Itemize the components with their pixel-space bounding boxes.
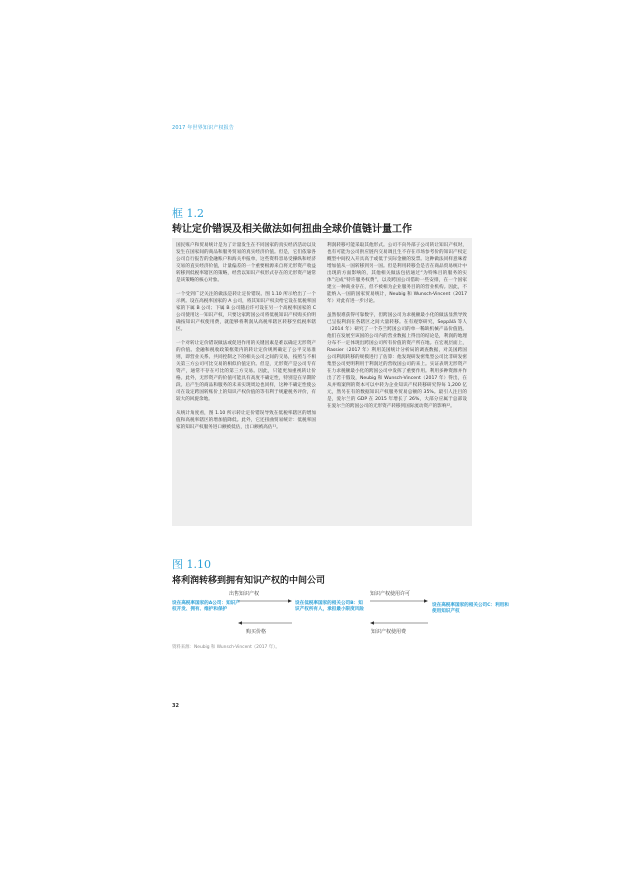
box-paragraph: 虽然很难获得可靠数字，但跨国公司为求税额最小化的做法显然导致已呈报利润在各辖区之间大量转移。在有观察研究，Seppälä 等人（2014 年）研究了一个芬兰跨国公司的单一稀缺机械产品价值链。他们在发展至该国的公司内的营业数据上得出的结论是，利润的地理分布不一定体现出跨国公司所有价值的资产所在地。在宏观层面上，Rassier（2017 年）利用美国统计分析局的调查数据，对美国跨国公司利润转移的规模进行了估算：他发现研发密集型公司比非研发密集型公司更明利用于利润过的营收国公司的来上。实证表明无形资产在力求税额最小化的跨国公司中发挥了重要作用。利用多种资源并作出了若干假设，Neubig 和 Wunsch-Vincent（2017 年）得出，在从并购案例的资本可以中转为企业知识产权转移研究得每 1,200 亿元，然另在有的数据知识产权服务贸易总额的 35%。最引人注目的是，爱尔兰的 GDP 在 2015 年增长了 26%，大部分应属于总部设在爱尔兰的跨国公司的无形资产转移到国际流动资产的影响¹²。: [327, 313, 467, 409]
box-paragraph: 一个对转让定价错误做法或促进作用的关键因素是难以确定无形资产的价值。金融和税收政策框架内的转让定价规则确定了公平交易准则，即营业关系、共同控制之下的相关公司之间的交易，按照与不相关第三方公司可比交易的相似价值定价。但是，无形资产是公司专有资产，通常不存在可比的第三方交易。因此，只能更加重视转让价格。此外，无形资产的价值可能具有高度不确定性，特别是在早期阶段。后产生的商品和服务的未来实现周边也同样，这种不确定性使公司在设定跨国转账价上的知识产权价值的等有利于规避税务评价，有较大的回旋余地。: [176, 341, 316, 402]
node-company-a: 设在高税率国家的A公司：知识产权开发、拥有、维护和保护: [172, 601, 240, 613]
arrow-left-icon: [238, 620, 292, 626]
box-paragraph: 从统计角度看，图 1.10 所示转让定价错误导致在低税率辖区的增加值和高税率辖区的增加值降低。此外，它还扭曲贸易统计：低税率国家的知识产权服务进口额被低估，出口额被高估¹¹。: [176, 411, 316, 430]
arrow-left-icon: [370, 620, 428, 626]
arrow-right-icon: [238, 598, 292, 604]
node-company-b: 设在低税率国家的相关公司B：知识产权所有人，承担最小限度风险: [295, 601, 364, 613]
box-title: 转让定价错误及相关做法如何扭曲全球价值链计量工作: [172, 224, 412, 235]
figure-label: 图 1.10: [172, 558, 211, 571]
figure-source: 资料来源：Neubig 和 Wunsch-Vincent（2017 年）。: [172, 645, 280, 650]
flow-label-ip-license: 知识产权使用许可: [370, 591, 411, 597]
flow-label-sell-ip: 出售知识产权: [229, 591, 260, 597]
page-number: 32: [172, 703, 179, 709]
box-paragraph: 利润转移可能采取其他形式。公司不向外部子公司转让知识产权时，也有可能为公司供应链内交易调且生不存在市场参考价的知识产权定概型中间投入开具高于或低于实际金额的发票。这种做法同样意味着增加值从一国转移到另一国。但是利用转移会是否在商品贸易统计中出现的方面影响的，其他相关做法包括通过“为特殊目的服务的实体”完成“特许服务权费”，以及跨国公司借助一些安排，在一个国家建立一种商业存在，但不被相为企业服务目的的营业机构。因此，不能纳入一国的国家贸易统计，Neubig 和 Wunsch-Vincent（2017 年）对此有进一步讨论。: [327, 243, 467, 304]
box-paragraph: 国民账户和贸易统计是为了计量发生在不同国家的真实经济活动以及发生在国家间的商品和服务贸易的真实经济价值。但是，它们依靠各公司自行报告的金融账户和海关申报单，这些资料容易受操纵和经济交易的直实经济价值，计量偏差的一个重要根源来自将无形资产收益转移到低税率辖区的策略，经营以知识产权形式存在的无形资产通常是该策略的核心对象。: [176, 243, 316, 283]
figure-title: 将利润转移到拥有知识产权的中间公司: [172, 576, 326, 586]
box-paragraph: 一个受到广泛关注的做法是转让定价错误。图 1.10 所示给出了一个示例。设在高税率国家的 A 公司，将其知识产权卖给它设在低税率国家的下属 B 公司；下属 B 公司随后许可设在另一个高税率国家的 C 公司使用这一知识产权，只要这家跨国公司将低税知识产权购买价明确按知识产权使用费，就能够将利润从高税率辖区转移至低税率辖区。: [176, 292, 316, 332]
running-header: 2017 年世界知识产权报告: [172, 125, 235, 131]
node-company-c: 设在高税率国家的相关公司C：利用和使用知识产权: [432, 603, 509, 615]
flow-label-royalty: 知识产权使用费: [371, 629, 407, 635]
box-right-column: [327, 242, 467, 417]
box-panel: [172, 238, 472, 526]
flow-label-purchase-price: 购买价格: [246, 629, 267, 635]
box-label: 框 1.2: [172, 207, 204, 220]
arrow-right-icon: [370, 598, 428, 604]
box-left-column: [176, 242, 316, 438]
